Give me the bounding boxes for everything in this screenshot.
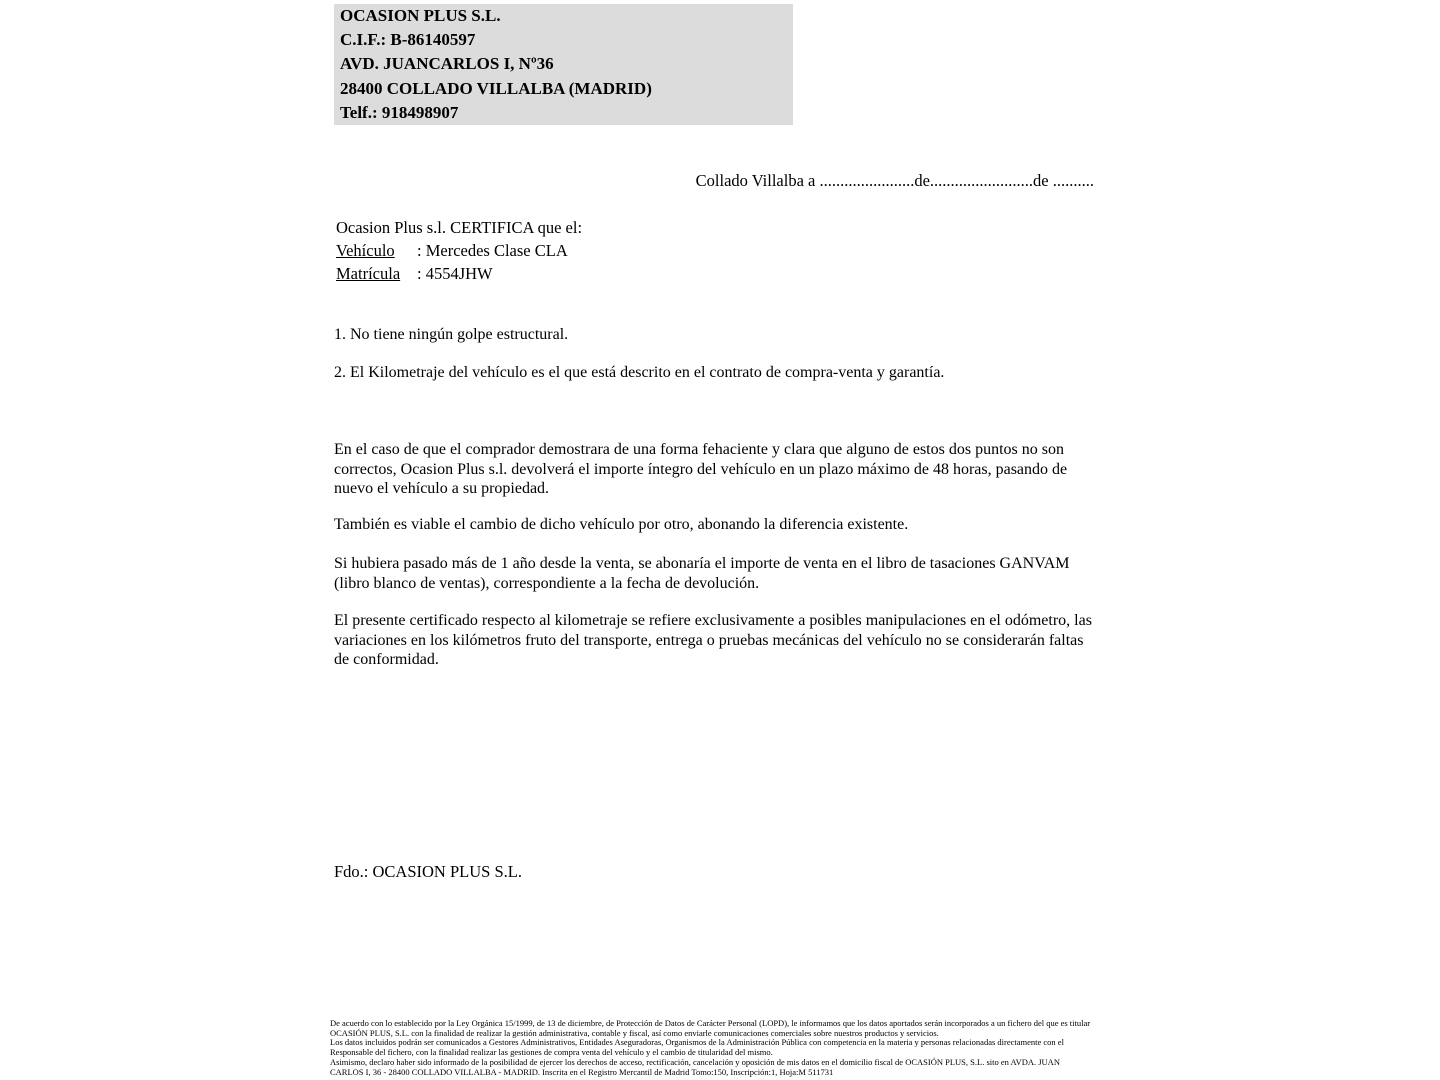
footer-line-2: OCASIÓN PLUS, S.L. con la finalidad de realizar la gestión administrativa, contable y fiscal, así como enviarle comunicaciones comerciales sobre nuestros productos y servicios. <box>330 1027 939 1038</box>
footer-line-5: Asimismo, declaro haber sido informado de la posibilidad de ejercer los derechos de acceso, rectificación, cancelación y oposición de mis datos en el domicilio fiscal de OCASIÓN PLUS, S.L. sito en AVDA. JUAN <box>330 1056 1060 1067</box>
vehicle-value: : Mercedes Clase CLA <box>417 241 568 260</box>
company-cif: C.I.F.: B-86140597 <box>340 30 476 50</box>
legal-footer <box>330 1019 1090 1077</box>
company-phone: Telf.: 918498907 <box>340 102 459 122</box>
point-mileage: 2. El Kilometraje del vehículo es el que está descrito en el contrato de compra-venta y garantía. <box>334 363 945 381</box>
plate-label: Matrícula <box>336 264 401 283</box>
certify-intro: Ocasion Plus s.l. CERTIFICA que el: <box>336 218 583 237</box>
plate-value: : 4554JHW <box>417 264 493 283</box>
paragraph-exchange: También es viable el cambio de dicho vehículo por otro, abonando la diferencia existente. <box>334 515 909 533</box>
paragraph-odometer: El presente certificado respecto al kilometraje se refiere exclusivamente a posibles manipulaciones en el odómetro, las variaciones en los kilómetros fruto del transporte, entrega o pruebas mecánicas del vehículo no se considerarán faltas de conformidad. <box>334 612 1092 668</box>
vehicle-label: Vehículo <box>336 241 395 260</box>
date-line: Collado Villalba a .......................de.........................de .......... <box>695 171 1094 190</box>
company-city: 28400 COLLADO VILLALBA (MADRID) <box>340 78 652 98</box>
vehicle-row <box>336 239 582 262</box>
footer-line-3: Los datos incluidos podrán ser comunicados a Gestores Administrativos, Entidades Aseguradoras, Organismos de la Administración Pública con competencia en la materia y personas relacionadas directamente con el <box>330 1037 1064 1048</box>
body-paragraphs <box>334 440 1092 686</box>
footer-line-6: CARLOS I, 36 - 28400 COLLADO VILLALBA - MADRID. Inscrita en el Registro Mercantil de Madrid Tomo:150, Inscripción:1, Hoja:M 511731 <box>330 1066 834 1077</box>
points-list <box>334 325 1092 400</box>
certify-block <box>336 216 582 285</box>
footer-line-1: De acuerdo con lo establecido por la Ley Orgánica 15/1999, de 13 de diciembre, de Protección de Datos de Carácter Personal (LOPD), le informamos que los datos aportados serán incorporados a un fichero del que es titular <box>330 1018 1091 1028</box>
paragraph-refund: En el caso de que el comprador demostrara de una forma fehaciente y clara que alguno de estos dos puntos no son correctos, Ocasion Plus s.l. devolverá el importe íntegro del vehículo en un plazo máximo de 48 horas, pasando de nuevo el vehículo a su propiedad. <box>334 441 1068 497</box>
point-structural: 1. No tiene ningún golpe estructural. <box>334 326 569 343</box>
company-header-box <box>334 4 793 125</box>
paragraph-ganvam: Si hubiera pasado más de 1 año desde la venta, se abonaría el importe de venta en el libro de tasaciones GANVAM (libro blanco de ventas), correspondiente a la fecha de devolución. <box>334 555 1070 592</box>
company-name: OCASION PLUS S.L. <box>340 6 501 25</box>
signature-line: Fdo.: OCASION PLUS S.L. <box>334 862 522 881</box>
plate-row <box>336 262 582 285</box>
footer-line-4: Responsable del fichero, con la finalidad realizar las gestiones de compra venta del vehículo y el cambio de titularidad del mismo. <box>330 1047 773 1058</box>
company-address: AVD. JUANCARLOS I, Nº36 <box>340 54 554 74</box>
